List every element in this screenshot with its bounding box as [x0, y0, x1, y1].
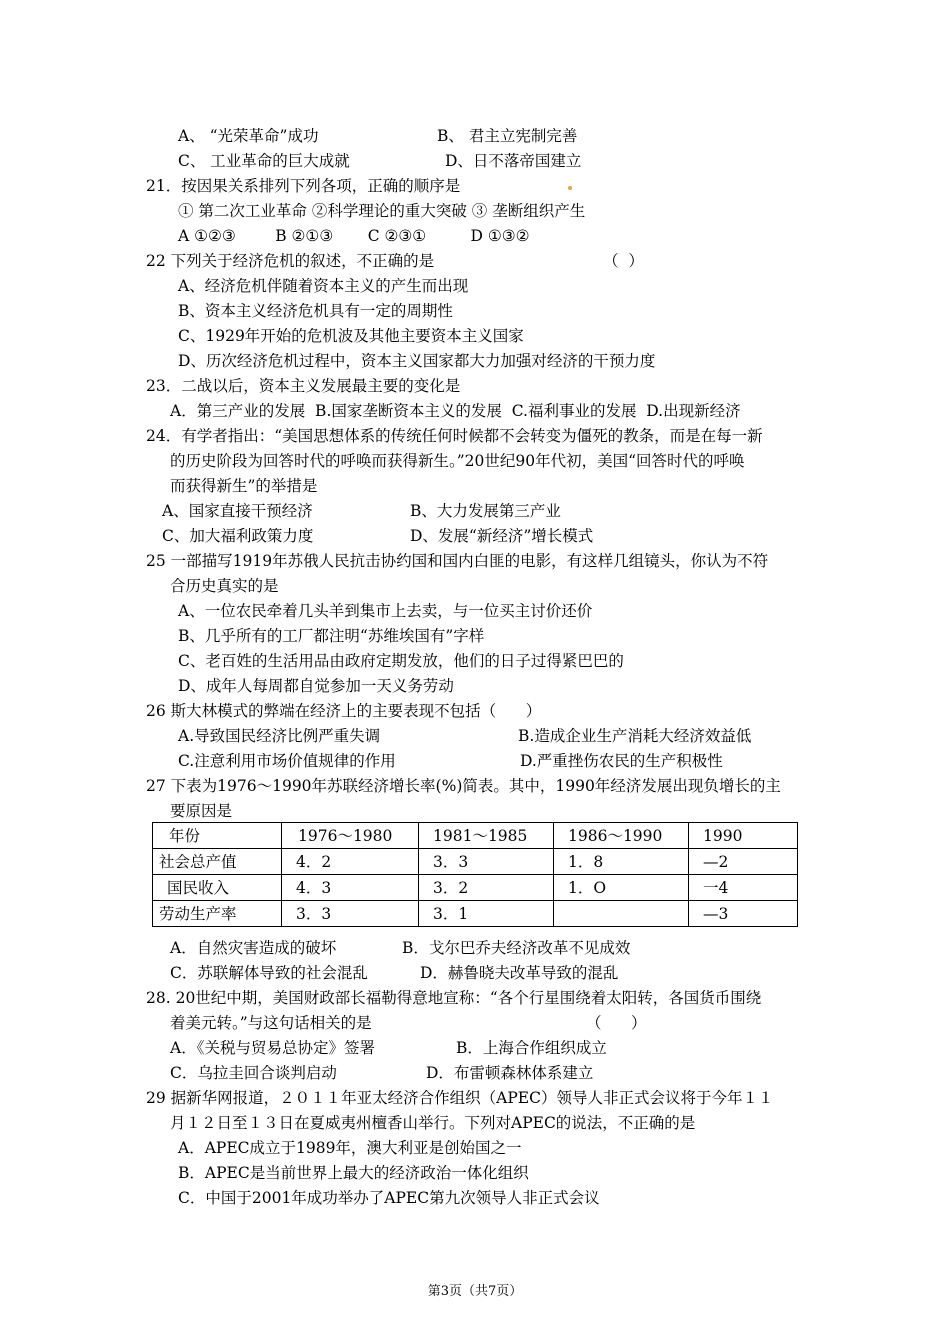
table-cell: 3．3	[419, 849, 554, 875]
table-header-cell: 1981～1985	[419, 823, 554, 849]
q22-bracket: （ ）	[603, 252, 644, 270]
q27-line2: 要原因是	[170, 802, 233, 820]
q24-line3: 而获得新生”的举措是	[170, 477, 318, 495]
q28-line1: 28. 20世纪中期，美国财政部长福勒得意地宣称：“各个行星围绕着太阳转，各国货币围绕	[146, 989, 762, 1007]
q28-bracket: （ ）	[586, 1014, 647, 1032]
q27-option-c: C．苏联解体导致的社会混乱	[170, 964, 368, 982]
q29-option-c: C．中国于2001年成功举办了APEC第九次领导人非正式会议	[178, 1189, 600, 1207]
table-header-cell: 1976～1980	[282, 823, 419, 849]
table-cell: —3	[689, 901, 798, 927]
table-header-cell: 1990	[689, 823, 798, 849]
q25-option-c: C、老百姓的生活用品由政府定期发放，他们的日子过得紧巴巴的	[178, 652, 624, 670]
q28-option-c: C．乌拉圭回合谈判启动	[170, 1064, 337, 1082]
q27-line1: 27 下表为1976～1990年苏联经济增长率(%)简表。其中，1990年经济发展出现负增长的主	[146, 777, 781, 795]
q25-option-d: D、成年人每周都自觉参加一天义务劳动	[178, 677, 454, 695]
q25-line1: 25 一部描写1919年苏俄人民抗击协约国和国内白匪的电影，有这样几组镜头，你认为不符	[146, 552, 769, 570]
table-row	[153, 849, 798, 875]
q21-stem: 21．按因果关系排列下列各项，正确的顺序是	[146, 177, 461, 195]
table-cell: 社会总产值	[153, 849, 282, 875]
page-footer: 第3页（共7页）	[427, 1284, 523, 1299]
q23-stem: 23．二战以后，资本主义发展最主要的变化是	[146, 377, 461, 395]
table-cell: 4．3	[282, 875, 419, 901]
q26-option-d: D.严重挫伤农民的生产积极性	[520, 752, 723, 770]
table-cell: 1．O	[554, 875, 689, 901]
table-cell: 国民收入	[153, 875, 282, 901]
growth-rate-table	[152, 822, 798, 927]
table-cell: 4．2	[282, 849, 419, 875]
q26-option-a: A.导致国民经济比例严重失调	[178, 727, 381, 745]
q28-option-d: D．布雷顿森林体系建立	[426, 1064, 594, 1082]
q22-option-c: C、1929年开始的危机波及其他主要资本主义国家	[178, 327, 524, 345]
table-row	[153, 901, 798, 927]
q22-option-b: B、资本主义经济危机具有一定的周期性	[178, 302, 453, 320]
table-header-cell: 1986～1990	[554, 823, 689, 849]
table-row	[153, 875, 798, 901]
q29-line1: 29 据新华网报道，２０１１年亚太经济合作组织（APEC）领导人非正式会议将于今年１１	[146, 1089, 774, 1107]
q28-option-a: A．《关税与贸易总协定》签署	[170, 1039, 375, 1057]
table-cell: —2	[689, 849, 798, 875]
table-cell: 劳动生产率	[153, 901, 282, 927]
q22-stem: 22 下列关于经济危机的叙述，不正确的是	[146, 252, 435, 270]
q27-option-a: A．自然灾害造成的破坏	[170, 939, 337, 957]
q25-line2: 合历史真实的是	[170, 577, 279, 595]
table-cell: 1．8	[554, 849, 689, 875]
table-cell: 3．1	[419, 901, 554, 927]
q26-option-b: B.造成企业生产消耗大经济效益低	[518, 727, 752, 745]
q21-options: A ①②③ B ②①③ C ②③① D ①③②	[178, 227, 530, 245]
q25-option-a: A、一位农民牵着几头羊到集市上去卖，与一位买主讨价还价	[178, 602, 593, 620]
q22-option-d: D、历次经济危机过程中，资本主义国家都大力加强对经济的干预力度	[178, 352, 656, 370]
q21-items: ① 第二次工业革命 ②科学理论的重大突破 ③ 垄断组织产生	[178, 202, 586, 220]
q24-option-c: C、加大福利政策力度	[162, 527, 314, 545]
q29-line2: 月１２日至１３日在夏威夷州檀香山举行。下列对APEC的说法，不正确的是	[170, 1114, 696, 1132]
q23-options: A．第三产业的发展 B.国家垄断资本主义的发展 C.福利事业的发展 D.出现新经济	[170, 402, 741, 420]
q27-option-b: B．戈尔巴乔夫经济改革不见成效	[402, 939, 631, 957]
q20-option-b: B、 君主立宪制完善	[437, 127, 578, 145]
q20-option-a: A、 “光荣革命”成功	[178, 127, 319, 145]
q28-option-b: B．上海合作组织成立	[456, 1039, 607, 1057]
q24-option-a: A、国家直接干预经济	[162, 502, 313, 520]
q20-option-c: C、 工业革命的巨大成就	[178, 152, 350, 170]
q29-option-b: B．APEC是当前世界上最大的经济政治一体化组织	[178, 1164, 529, 1182]
q25-option-b: B、几乎所有的工厂都注明“苏维埃国有”字样	[178, 627, 485, 645]
q24-line1: 24．有学者指出：“美国思想体系的传统任何时候都不会转变为僵死的教条，而是在每一新	[146, 427, 763, 445]
q20-option-d: D、日不落帝国建立	[445, 152, 582, 170]
table-cell: 3．3	[282, 901, 419, 927]
q28-line2: 着美元转。”与这句话相关的是	[170, 1014, 372, 1032]
q24-option-d: D、发展“新经济”增长模式	[410, 527, 594, 545]
stray-mark	[568, 186, 572, 190]
q29-option-a: A．APEC成立于1989年，澳大利亚是创始国之一	[178, 1139, 522, 1157]
q26-stem: 26 斯大林模式的弊端在经济上的主要表现不包括（ ）	[146, 702, 542, 720]
table-cell	[554, 901, 689, 927]
q26-option-c: C.注意利用市场价值规律的作用	[178, 752, 396, 770]
q24-option-b: B、大力发展第三产业	[410, 502, 561, 520]
table-cell: 3．2	[419, 875, 554, 901]
q22-option-a: A、经济危机伴随着资本主义的产生而出现	[178, 277, 469, 295]
table-header-cell: 年份	[153, 823, 282, 849]
q24-line2: 的历史阶段为回答时代的呼唤而获得新生。”20世纪90年代初，美国“回答时代的呼唤	[170, 452, 745, 470]
table-cell: 一4	[689, 875, 798, 901]
q27-option-d: D．赫鲁晓夫改革导致的混乱	[420, 964, 619, 982]
table-header-row	[153, 823, 798, 849]
